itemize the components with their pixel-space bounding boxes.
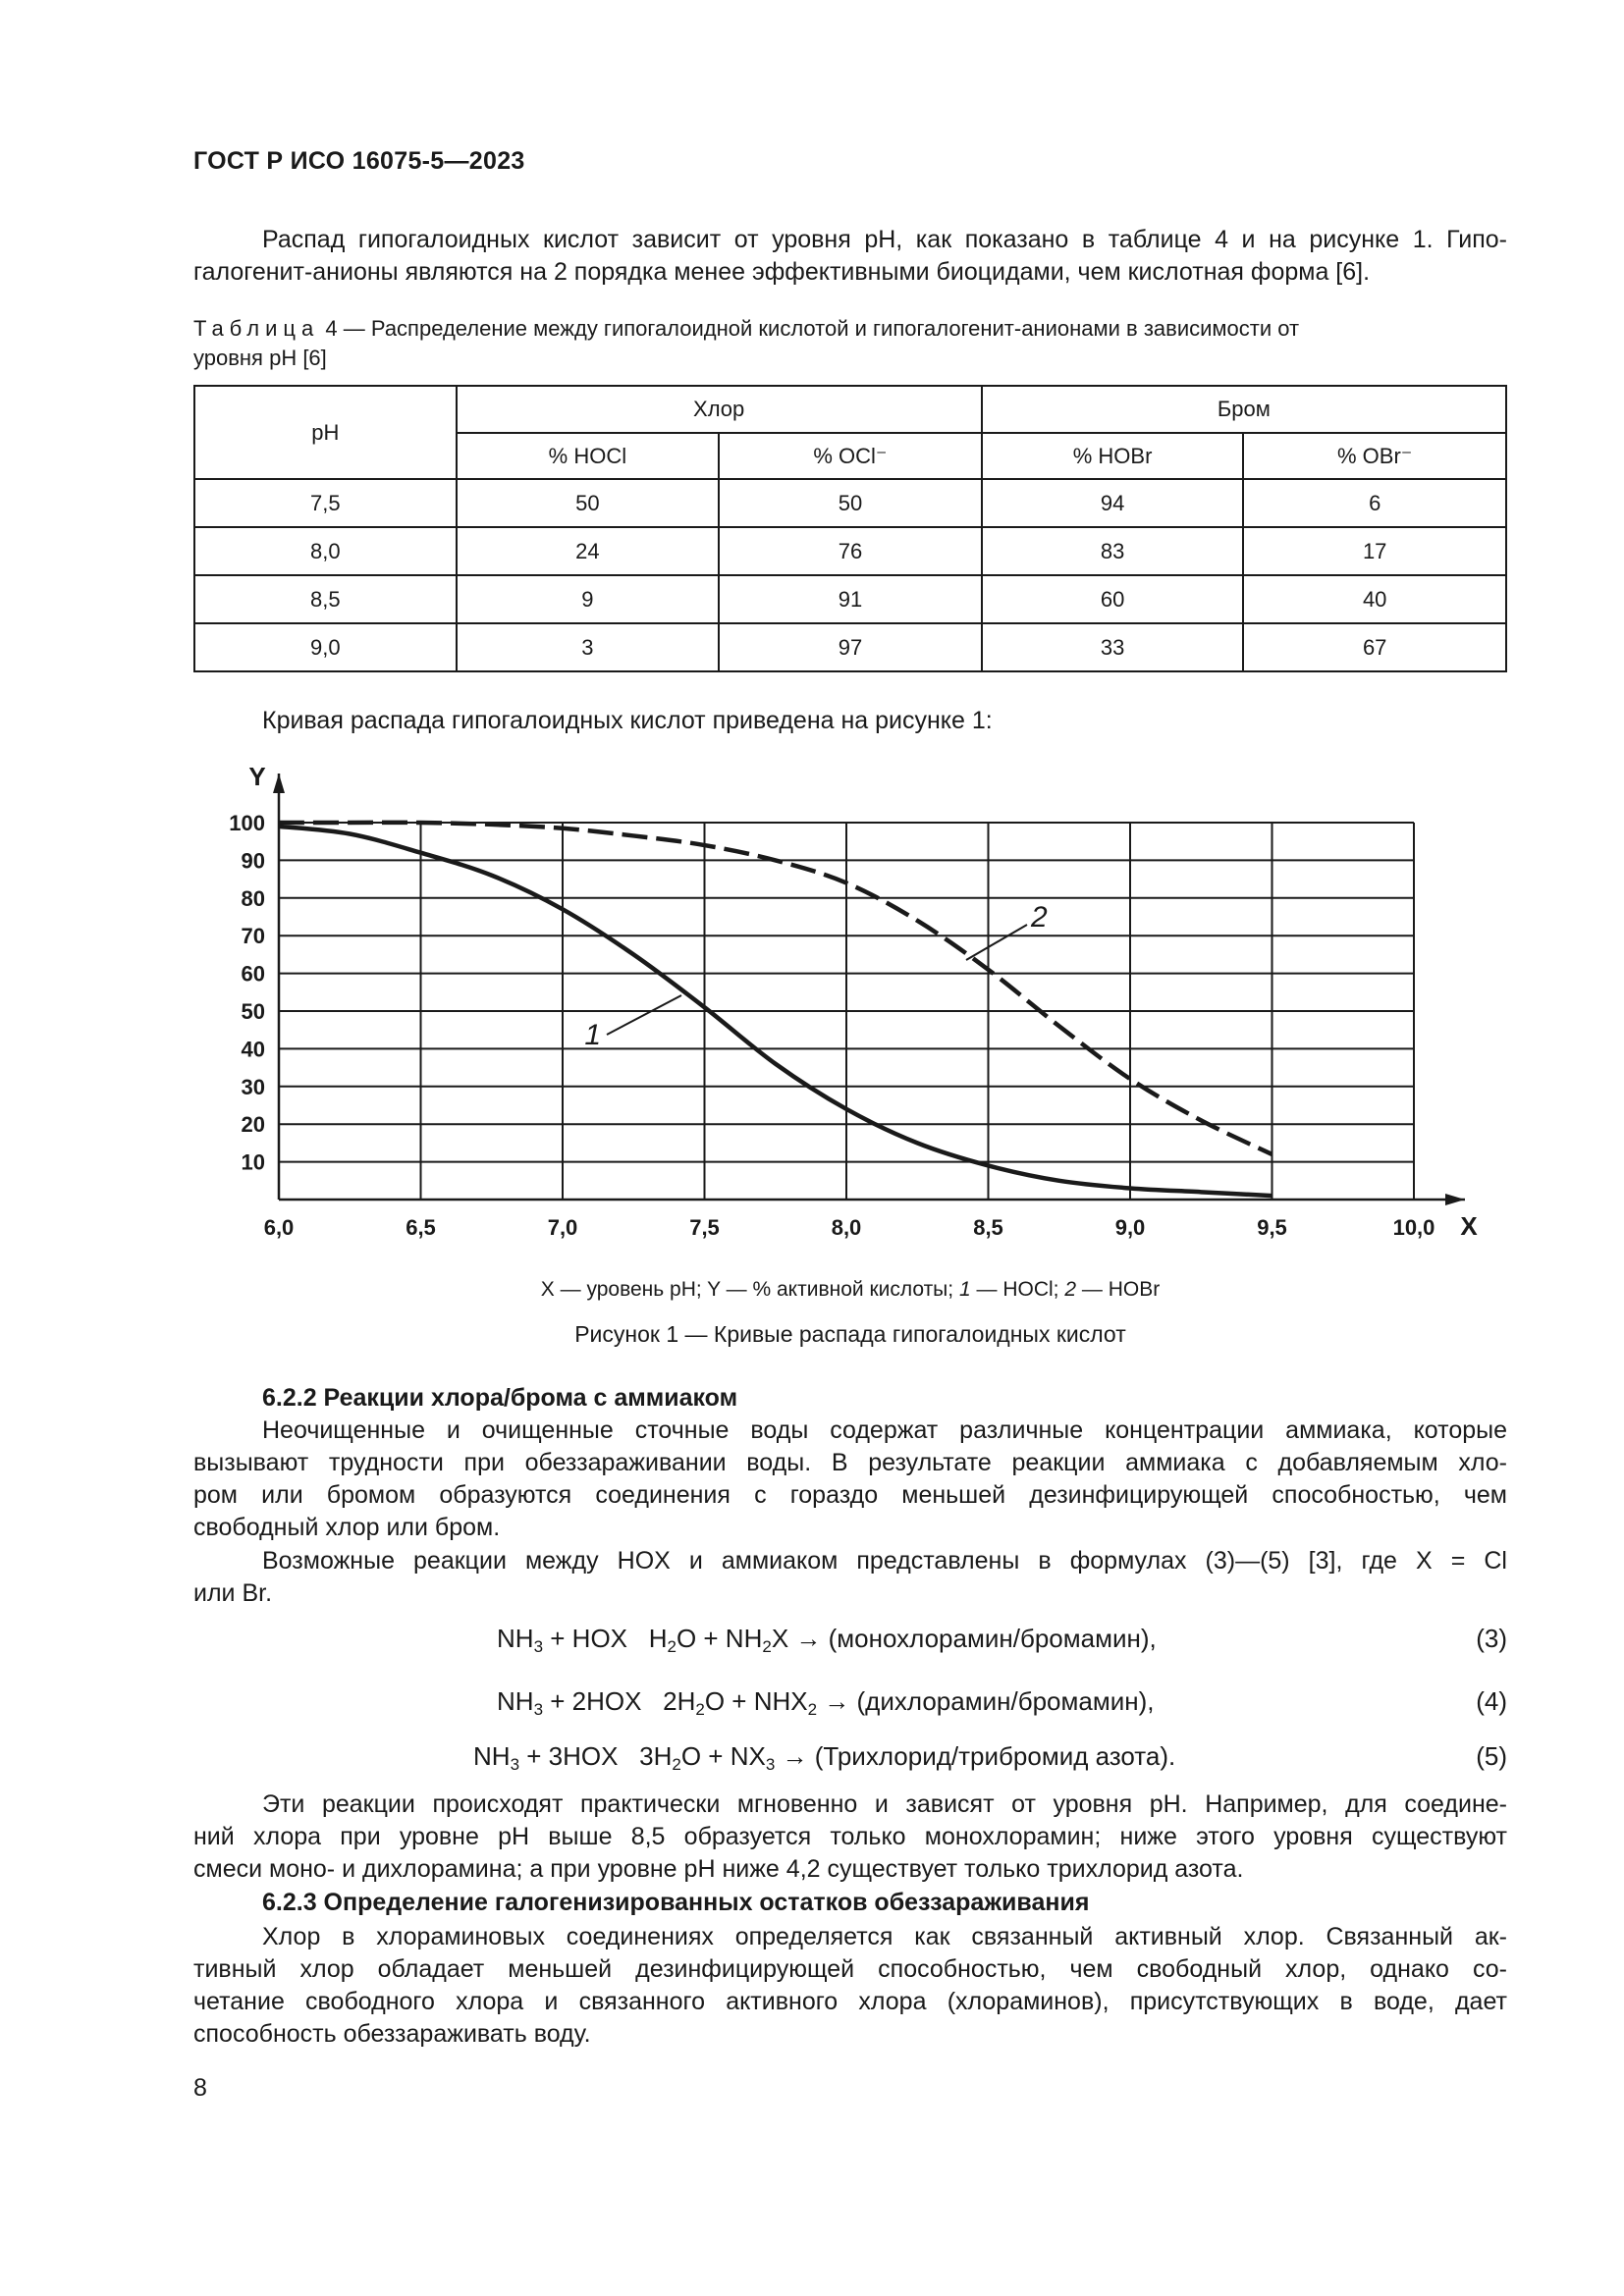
formula-term: O + NH [676, 1624, 763, 1653]
table-header-hocl: % HOCl [457, 433, 720, 479]
y-tick-label: 90 [241, 848, 265, 874]
section-623-paragraph [193, 1921, 1507, 2051]
table-caption-word: Таблица [193, 316, 320, 341]
formula-term: + 2HOX [543, 1686, 642, 1716]
table-cell: 9 [457, 575, 720, 623]
table-cell: 60 [982, 575, 1244, 623]
chart-tick-labels [229, 762, 1478, 1241]
x-tick-label: 9,5 [1257, 1215, 1287, 1240]
intro-line: Распад гипогалоидных кислот зависит от уровня pH, как показано в таблице 4 и на рисунке 1. Гипо- [262, 226, 1507, 253]
formula-term: O + NHX [704, 1686, 808, 1716]
page-number: 8 [193, 2074, 207, 2102]
formula-3 [497, 1624, 1157, 1654]
y-tick-label: 60 [241, 961, 265, 987]
table-cell: 33 [982, 623, 1244, 671]
table-cell: 6 [1243, 479, 1506, 527]
formula-4 [497, 1686, 1155, 1717]
decay-curve-chart [0, 756, 1624, 1286]
table-row [194, 575, 1506, 623]
y-axis-arrow-icon [273, 774, 285, 793]
formula-subscript: 3 [533, 1637, 544, 1656]
formula-subscript: 3 [533, 1700, 544, 1719]
table-cell: 40 [1243, 575, 1506, 623]
paragraph-line: четание свободного хлора и связанного активного хлора (хлораминов), присутствующих в воде, дает [193, 1988, 1507, 2015]
table-cell: 67 [1243, 623, 1506, 671]
paragraph-line: смеси моно- и дихлорамина; а при уровне pH ниже 4,2 существует только трихлорид азота. [193, 1855, 1244, 1883]
intro-line: галогенит-анионы являются на 2 порядка менее эффективными биоцидами, чем кислотная форма [6]. [193, 258, 1371, 286]
formula-subscript: 2 [667, 1637, 677, 1656]
formula-term: X → (монохлорамин/бромамин), [771, 1624, 1157, 1653]
x-tick-label: 6,0 [263, 1215, 295, 1240]
formula-term: H [648, 1624, 668, 1653]
section-622-paragraph-2 [193, 1545, 1507, 1610]
paragraph-line: способность обеззараживать воду. [193, 2020, 591, 2048]
formula-term: 3H [639, 1741, 673, 1771]
formula-subscript: 3 [765, 1755, 776, 1774]
table-cell: 97 [719, 623, 982, 671]
y-tick-label: 40 [241, 1037, 265, 1062]
document-header: ГОСТ Р ИСО 16075-5—2023 [193, 147, 525, 175]
formula-subscript: 2 [672, 1755, 681, 1774]
formula-subscript: 3 [510, 1755, 520, 1774]
table-cell: 50 [457, 479, 720, 527]
curve-1-number: 1 [584, 1019, 601, 1051]
paragraph-line: ний хлора при уровне pH выше 8,5 образуется только монохлорамин; ниже этого уровня существуют [193, 1823, 1507, 1850]
y-tick-label: 30 [241, 1074, 265, 1099]
formula-5 [473, 1741, 1175, 1772]
formula-term: NH [473, 1741, 511, 1771]
formula-term: + 3HOX [519, 1741, 619, 1771]
x-tick-label: 9,0 [1114, 1215, 1146, 1240]
x-tick-label: 6,5 [406, 1215, 436, 1240]
table-cell: 50 [719, 479, 982, 527]
x-tick-label: 10,0 [1392, 1215, 1435, 1240]
table-cell: 76 [719, 527, 982, 575]
x-tick-label: 8,5 [973, 1215, 1003, 1240]
paragraph-line: Возможные реакции между HOX и аммиаком представлены в формулах (3)—(5) [3], где X = Cl [262, 1547, 1507, 1575]
table-header-ph: pH [194, 386, 457, 479]
formula-term: O + NX [680, 1741, 766, 1771]
formula-term: → (дихлорамин/бромамин), [817, 1686, 1155, 1716]
y-tick-label: 10 [241, 1149, 265, 1175]
section-622-title: 6.2.2 Реакции хлора/брома с аммиаком [262, 1384, 738, 1412]
figure-legend-num2: 2 [1064, 1278, 1077, 1301]
section-623-title: 6.2.3 Определение галогенизированных остатков обеззараживания [262, 1889, 1090, 1916]
table-row [194, 623, 1506, 671]
y-tick-label: 70 [241, 924, 265, 949]
paragraph-line: тивный хлор обладает меньшей дезинфицирующей способностью, чем свободный хлор, однако со- [193, 1955, 1507, 1983]
table-cell: 83 [982, 527, 1244, 575]
table-caption [193, 314, 1507, 373]
table-header-hobr: % HOBr [982, 433, 1244, 479]
formula-term: NH [497, 1686, 534, 1716]
table-cell: 8,5 [194, 575, 457, 623]
table-cell: 3 [457, 623, 720, 671]
ph-distribution-table [193, 385, 1507, 672]
formula-subscript: 2 [807, 1700, 818, 1719]
intro-paragraph [193, 224, 1507, 289]
table-cell: 24 [457, 527, 720, 575]
table-row [194, 479, 1506, 527]
table-header-chlorine: Хлор [457, 386, 982, 433]
table-header-bromine: Бром [982, 386, 1506, 433]
table-caption-line2: уровня pH [6] [193, 346, 327, 370]
table-cell: 94 [982, 479, 1244, 527]
table-cell: 91 [719, 575, 982, 623]
y-tick-label: 100 [229, 811, 265, 835]
formula-term: + HOX [543, 1624, 628, 1653]
chart-series [279, 823, 1272, 1196]
table-cell: 9,0 [194, 623, 457, 671]
table-row [194, 527, 1506, 575]
figure-legend-num1: 1 [958, 1278, 971, 1301]
curve-1-leader [607, 995, 681, 1035]
section-622-paragraph-1 [193, 1415, 1507, 1544]
figure-legend-text1: — HOCl; [976, 1278, 1059, 1301]
x-tick-label: 8,0 [831, 1215, 862, 1240]
y-tick-label: 20 [241, 1112, 265, 1138]
y-tick-label: 80 [241, 885, 265, 911]
paragraph-line: Эти реакции происходят практически мгновенно и зависят от уровня pH. Например, для соедине- [262, 1790, 1507, 1818]
paragraph-line: Хлор в хлораминовых соединениях определяется как связанный активный хлор. Связанный ак- [262, 1923, 1507, 1950]
formula-term: 2H [663, 1686, 696, 1716]
formula-subscript: 2 [762, 1637, 772, 1656]
table-caption-text: — Распределение между гипогалоидной кислотой и гипогалогенит-анионами в зависимости от [343, 316, 1300, 341]
formula-number: (5) [1476, 1741, 1507, 1771]
formula-term: NH [497, 1624, 534, 1653]
paragraph-line: ром или бромом образуются соединения с гораздо меньшей дезинфицирующей способностью, чем [193, 1481, 1507, 1509]
paragraph-line: свободный хлор или бром. [193, 1514, 501, 1541]
formula-term: → (Трихлорид/трибромид азота). [775, 1741, 1176, 1771]
series-line-2 [279, 823, 1272, 1154]
table-cell: 7,5 [194, 479, 457, 527]
reactions-paragraph [193, 1789, 1507, 1886]
chart-axes [273, 774, 1465, 1205]
paragraph-line: Неочищенные и очищенные сточные воды содержат различные концентрации аммиака, которые [262, 1416, 1507, 1444]
paragraph-line: вызывают трудности при обеззараживании воды. В результате реакции аммиака с добавляемым хло- [193, 1449, 1507, 1476]
figure-legend [193, 1278, 1507, 1302]
figure-caption: Рисунок 1 — Кривые распада гипогалоидных кислот [574, 1321, 1126, 1347]
table-header-obr: % OBr⁻ [1243, 433, 1506, 479]
y-tick-label: 50 [241, 999, 265, 1024]
table-cell: 8,0 [194, 527, 457, 575]
x-axis-label: X [1460, 1211, 1478, 1241]
table-header-ocl: % OCl⁻ [719, 433, 982, 479]
figure-legend-text2: — HOBr [1081, 1278, 1161, 1301]
formula-number: (4) [1476, 1686, 1507, 1716]
x-tick-label: 7,5 [689, 1215, 720, 1240]
curve-2-number: 2 [1031, 901, 1048, 934]
curve-intro-line: Кривая распада гипогалоидных кислот приведена на рисунке 1: [262, 707, 993, 734]
y-axis-label: Y [248, 762, 266, 791]
formula-subscript: 2 [695, 1700, 705, 1719]
figure-legend-axes: X — уровень pH; Y — % активной кислоты; [540, 1278, 954, 1301]
paragraph-line: или Br. [193, 1579, 273, 1607]
table-caption-num: 4 [325, 316, 338, 341]
curve-intro [193, 705, 1507, 737]
x-axis-arrow-icon [1445, 1194, 1465, 1205]
x-tick-label: 7,0 [547, 1215, 578, 1240]
table-cell: 17 [1243, 527, 1506, 575]
formula-number: (3) [1476, 1624, 1507, 1653]
curve-2-leader [966, 925, 1027, 960]
